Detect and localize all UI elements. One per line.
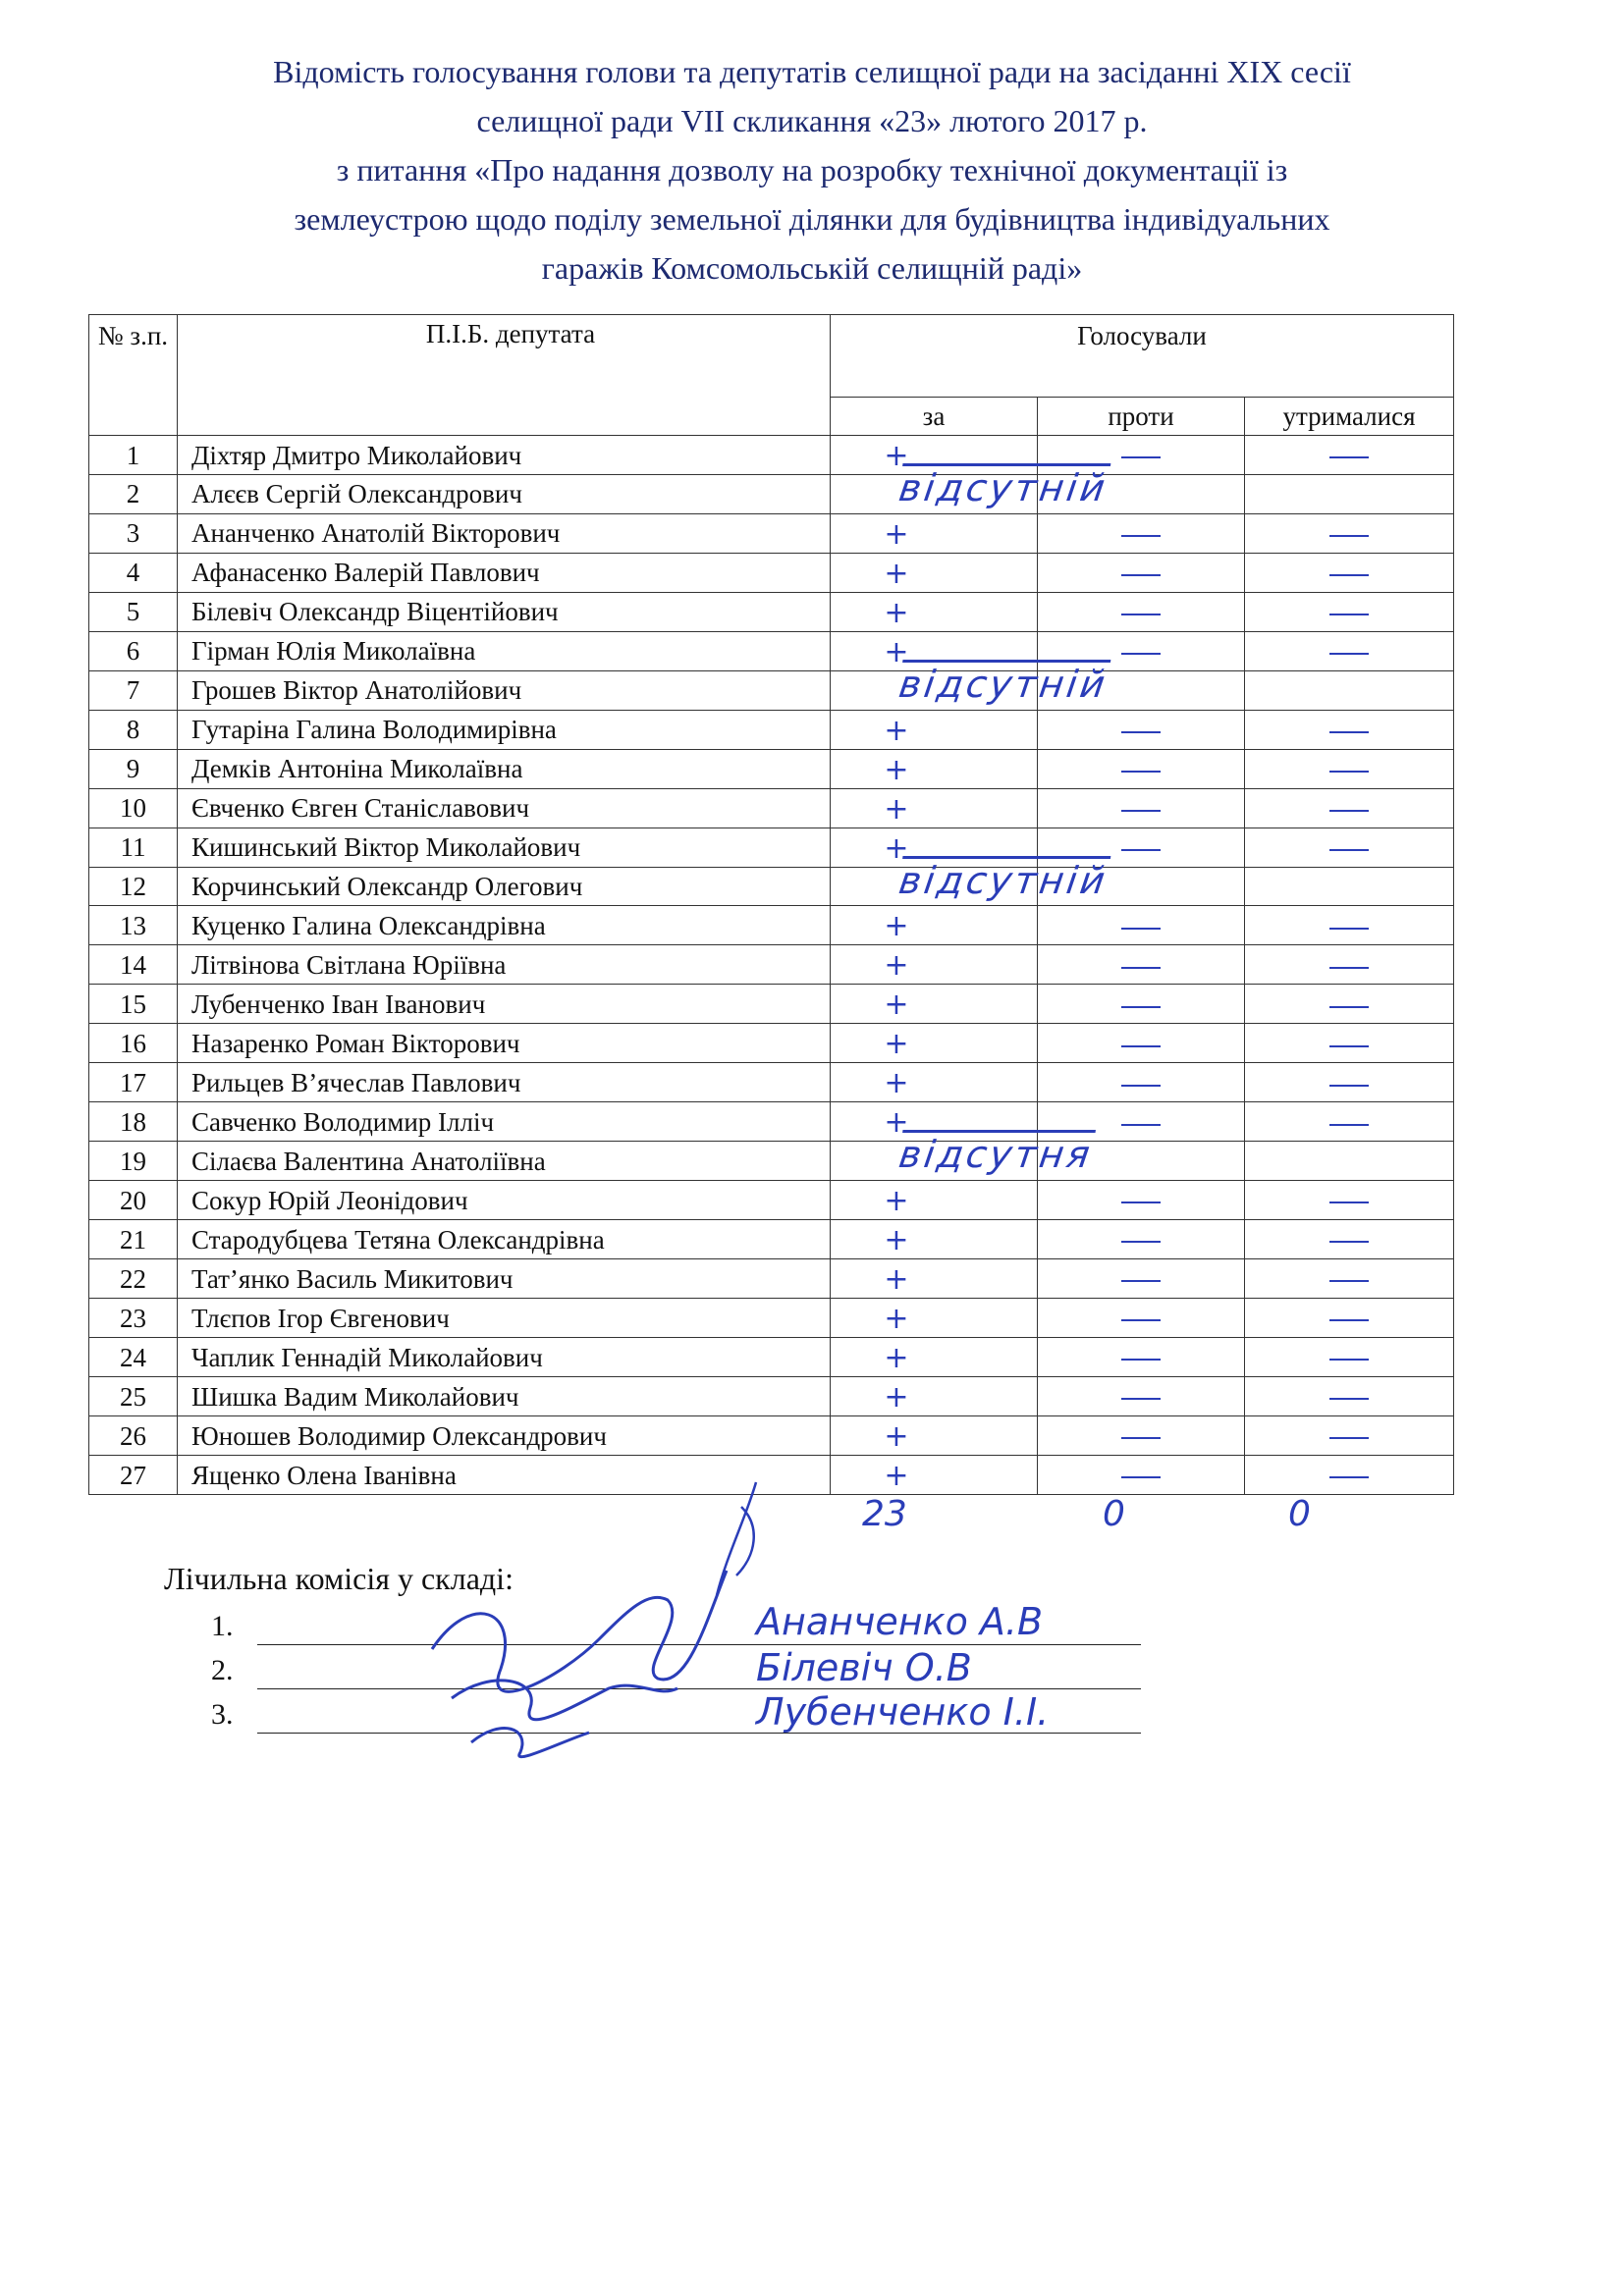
vote-against-cell bbox=[1038, 749, 1245, 788]
vote-abstained-cell bbox=[1245, 592, 1454, 631]
plus-mark: + bbox=[884, 634, 909, 669]
table-row bbox=[89, 1181, 1454, 1220]
vote-against-cell bbox=[1038, 1377, 1245, 1416]
plus-mark: + bbox=[884, 909, 909, 944]
table-row bbox=[89, 1063, 1454, 1102]
deputy-name: Шишка Вадим Миколайович bbox=[178, 1377, 831, 1416]
row-number: 27 bbox=[89, 1456, 178, 1495]
dash-mark bbox=[1329, 1201, 1369, 1203]
vote-abstained-cell bbox=[1245, 631, 1454, 670]
vote-abstained-cell bbox=[1245, 1416, 1454, 1456]
row-number: 2 bbox=[89, 475, 178, 514]
title-line-3: з питання «Про надання дозволу на розробку технічної документації із bbox=[336, 152, 1288, 187]
deputy-name: Назаренко Роман Вікторович bbox=[178, 1024, 831, 1063]
vote-for-cell bbox=[831, 1416, 1038, 1456]
document-title bbox=[118, 47, 1506, 293]
vote-for-cell bbox=[831, 945, 1038, 985]
vote-for-cell bbox=[831, 788, 1038, 828]
table-row bbox=[89, 1299, 1454, 1338]
vote-against-cell bbox=[1038, 1063, 1245, 1102]
deputy-name: Демків Антоніна Миколаївна bbox=[178, 749, 831, 788]
table-row bbox=[89, 985, 1454, 1024]
table-row bbox=[89, 1142, 1454, 1181]
vote-against-cell bbox=[1038, 1142, 1245, 1181]
vote-against-cell bbox=[1038, 788, 1245, 828]
vote-abstained-cell bbox=[1245, 945, 1454, 985]
plus-mark: + bbox=[884, 1105, 909, 1141]
table-row bbox=[89, 867, 1454, 906]
dash-mark bbox=[1329, 1280, 1369, 1282]
dash-mark bbox=[1329, 1045, 1369, 1047]
table-row bbox=[89, 788, 1454, 828]
vote-for-cell bbox=[831, 513, 1038, 553]
vote-against-cell bbox=[1038, 553, 1245, 592]
row-number: 24 bbox=[89, 1338, 178, 1377]
table-row bbox=[89, 1102, 1454, 1142]
vote-for-cell bbox=[831, 985, 1038, 1024]
vote-abstained-cell bbox=[1245, 710, 1454, 749]
plus-mark: + bbox=[884, 791, 909, 827]
deputy-name: Кишинський Віктор Миколайович bbox=[178, 828, 831, 867]
row-number: 22 bbox=[89, 1259, 178, 1299]
commission-index-2: 2. bbox=[211, 1654, 234, 1686]
dash-mark bbox=[1329, 1085, 1369, 1087]
row-number: 19 bbox=[89, 1142, 178, 1181]
vote-against-cell bbox=[1038, 1024, 1245, 1063]
dash-mark bbox=[1121, 1201, 1161, 1203]
vote-for-cell bbox=[831, 1259, 1038, 1299]
vote-against-cell bbox=[1038, 670, 1245, 710]
row-number: 6 bbox=[89, 631, 178, 670]
vote-for-cell bbox=[831, 553, 1038, 592]
deputy-name: Діхтяр Дмитро Миколайович bbox=[178, 436, 831, 475]
dash-mark bbox=[1121, 1280, 1161, 1282]
vote-against-cell bbox=[1038, 1220, 1245, 1259]
table-row bbox=[89, 1259, 1454, 1299]
dash-mark bbox=[1329, 1437, 1369, 1439]
table-row bbox=[89, 436, 1454, 475]
row-number: 10 bbox=[89, 788, 178, 828]
vote-against-cell bbox=[1038, 945, 1245, 985]
vote-against-cell bbox=[1038, 1416, 1245, 1456]
table-row bbox=[89, 1377, 1454, 1416]
vote-abstained-cell bbox=[1245, 1456, 1454, 1495]
row-number: 20 bbox=[89, 1181, 178, 1220]
dash-mark bbox=[1121, 1124, 1161, 1126]
commission-member-1: Ананченко А.В bbox=[756, 1600, 1044, 1643]
dash-mark bbox=[1329, 849, 1369, 851]
vote-abstained-cell bbox=[1245, 553, 1454, 592]
vote-abstained-cell bbox=[1245, 1181, 1454, 1220]
table-row bbox=[89, 513, 1454, 553]
plus-mark: + bbox=[884, 1459, 909, 1494]
vote-against-cell bbox=[1038, 1456, 1245, 1495]
dash-mark bbox=[1329, 1398, 1369, 1400]
row-number: 3 bbox=[89, 513, 178, 553]
vote-for-cell bbox=[831, 1456, 1038, 1495]
table-row bbox=[89, 906, 1454, 945]
vote-abstained-cell bbox=[1245, 1259, 1454, 1299]
dash-mark bbox=[1121, 535, 1161, 537]
header-voted: Голосували bbox=[831, 315, 1454, 398]
title-line-4: землеустрою щодо поділу земельної ділянки для будівництва індивідуальних bbox=[294, 201, 1330, 237]
vote-abstained-cell bbox=[1245, 475, 1454, 514]
vote-for-cell bbox=[831, 1181, 1038, 1220]
plus-mark: + bbox=[884, 1027, 909, 1062]
row-number: 15 bbox=[89, 985, 178, 1024]
dash-mark bbox=[1329, 928, 1369, 930]
plus-mark: + bbox=[884, 595, 909, 630]
header-for: за bbox=[831, 398, 1038, 436]
plus-mark: + bbox=[884, 1302, 909, 1337]
vote-for-cell bbox=[831, 1377, 1038, 1416]
dash-mark bbox=[1329, 1319, 1369, 1321]
vote-abstained-cell bbox=[1245, 1024, 1454, 1063]
dash-mark bbox=[1121, 1006, 1161, 1008]
vote-against-cell bbox=[1038, 513, 1245, 553]
table-row bbox=[89, 1220, 1454, 1259]
deputy-name: Тлєпов Ігор Євгенович bbox=[178, 1299, 831, 1338]
total-against: 0 bbox=[1103, 1494, 1125, 1534]
dash-mark bbox=[1121, 1398, 1161, 1400]
vote-for-cell bbox=[831, 592, 1038, 631]
deputy-name: Афанасенко Валерій Павлович bbox=[178, 553, 831, 592]
absent-cell bbox=[831, 858, 1110, 906]
plus-mark: + bbox=[884, 1380, 909, 1415]
dash-mark bbox=[1121, 771, 1161, 773]
vote-abstained-cell bbox=[1245, 1063, 1454, 1102]
deputy-name: Лубенченко Іван Іванович bbox=[178, 985, 831, 1024]
dash-mark bbox=[1329, 574, 1369, 576]
handwritten-signatures bbox=[412, 1531, 766, 1777]
vote-abstained-cell bbox=[1245, 749, 1454, 788]
row-number: 17 bbox=[89, 1063, 178, 1102]
vote-abstained-cell bbox=[1245, 513, 1454, 553]
dash-mark bbox=[1121, 1085, 1161, 1087]
dash-mark bbox=[1121, 1359, 1161, 1361]
deputy-name: Рильцев В’ячеслав Павлович bbox=[178, 1063, 831, 1102]
vote-abstained-cell bbox=[1245, 906, 1454, 945]
plus-mark: + bbox=[884, 1419, 909, 1455]
dash-mark bbox=[1121, 967, 1161, 969]
row-number: 21 bbox=[89, 1220, 178, 1259]
vote-for-cell bbox=[831, 1063, 1038, 1102]
table-row bbox=[89, 749, 1454, 788]
row-number: 1 bbox=[89, 436, 178, 475]
total-for: 23 bbox=[862, 1494, 907, 1534]
deputy-name: Сокур Юрій Леонідович bbox=[178, 1181, 831, 1220]
dash-mark bbox=[1329, 614, 1369, 615]
plus-mark: + bbox=[884, 1341, 909, 1376]
vote-for-cell bbox=[831, 1299, 1038, 1338]
deputy-name: Грошев Віктор Анатолійович bbox=[178, 670, 831, 710]
deputy-name: Савченко Володимир Ілліч bbox=[178, 1102, 831, 1142]
row-number: 11 bbox=[89, 828, 178, 867]
header-abstained: утрималися bbox=[1245, 398, 1454, 436]
dash-mark bbox=[1329, 1241, 1369, 1243]
dash-mark bbox=[1121, 1241, 1161, 1243]
row-number: 7 bbox=[89, 670, 178, 710]
row-number: 5 bbox=[89, 592, 178, 631]
dash-mark bbox=[1121, 928, 1161, 930]
dash-mark bbox=[1329, 1006, 1369, 1008]
plus-mark: + bbox=[884, 988, 909, 1023]
dash-mark bbox=[1329, 535, 1369, 537]
deputy-name: Тат’янко Василь Микитович bbox=[178, 1259, 831, 1299]
dash-mark bbox=[1121, 614, 1161, 615]
voting-table bbox=[88, 314, 1454, 1495]
dash-mark bbox=[1121, 810, 1161, 812]
absent-mark: відсутній bbox=[895, 858, 1110, 902]
vote-for-cell bbox=[831, 1024, 1038, 1063]
dash-mark bbox=[1121, 1319, 1161, 1321]
dash-mark bbox=[1329, 456, 1369, 458]
row-number: 13 bbox=[89, 906, 178, 945]
vote-for-cell bbox=[831, 749, 1038, 788]
deputy-name: Юношев Володимир Олександрович bbox=[178, 1416, 831, 1456]
vote-against-cell bbox=[1038, 592, 1245, 631]
vote-abstained-cell bbox=[1245, 1338, 1454, 1377]
absent-cell bbox=[831, 1133, 1096, 1181]
vote-against-cell bbox=[1038, 1338, 1245, 1377]
deputy-name: Ященко Олена Іванівна bbox=[178, 1456, 831, 1495]
absent-mark: відсутній bbox=[895, 662, 1110, 706]
vote-abstained-cell bbox=[1245, 1377, 1454, 1416]
vote-abstained-cell bbox=[1245, 1220, 1454, 1259]
vote-abstained-cell bbox=[1245, 1102, 1454, 1142]
row-number: 26 bbox=[89, 1416, 178, 1456]
dash-mark bbox=[1329, 653, 1369, 655]
row-number: 12 bbox=[89, 867, 178, 906]
vote-abstained-cell bbox=[1245, 436, 1454, 475]
vote-against-cell bbox=[1038, 867, 1245, 906]
deputy-name: Білевіч Олександр Віцентійович bbox=[178, 592, 831, 631]
vote-abstained-cell bbox=[1245, 1142, 1454, 1181]
dash-mark bbox=[1121, 1476, 1161, 1478]
vote-for-cell bbox=[831, 710, 1038, 749]
dash-mark bbox=[1121, 574, 1161, 576]
title-line-1: Відомість голосування голови та депутатів селищної ради на засіданні XIX сесії bbox=[273, 54, 1351, 89]
title-line-5: гаражів Комсомольській селищній раді» bbox=[541, 250, 1083, 286]
vote-against-cell bbox=[1038, 1299, 1245, 1338]
dash-mark bbox=[1329, 1476, 1369, 1478]
vote-for-cell bbox=[831, 1338, 1038, 1377]
vote-against-cell bbox=[1038, 906, 1245, 945]
vote-abstained-cell bbox=[1245, 1299, 1454, 1338]
plus-mark: + bbox=[884, 752, 909, 787]
vote-for-cell bbox=[831, 1220, 1038, 1259]
dash-mark bbox=[1329, 1359, 1369, 1361]
commission-label: Лічильна комісія у складі: bbox=[164, 1561, 514, 1596]
row-number: 14 bbox=[89, 945, 178, 985]
dash-mark bbox=[1121, 456, 1161, 458]
row-number: 18 bbox=[89, 1102, 178, 1142]
row-number: 16 bbox=[89, 1024, 178, 1063]
vote-against-cell bbox=[1038, 1181, 1245, 1220]
absent-cell bbox=[831, 466, 1110, 514]
vote-abstained-cell bbox=[1245, 788, 1454, 828]
deputy-name: Гутаріна Галина Володимирівна bbox=[178, 710, 831, 749]
deputy-name: Алєєв Сергій Олександрович bbox=[178, 475, 831, 514]
vote-against-cell bbox=[1038, 1259, 1245, 1299]
total-abstained: 0 bbox=[1288, 1494, 1311, 1534]
table-row bbox=[89, 670, 1454, 710]
table-row bbox=[89, 553, 1454, 592]
vote-against-cell bbox=[1038, 985, 1245, 1024]
plus-mark: + bbox=[884, 830, 909, 866]
plus-mark: + bbox=[884, 713, 909, 748]
vote-abstained-cell bbox=[1245, 670, 1454, 710]
deputy-name: Гірман Юлія Миколаївна bbox=[178, 631, 831, 670]
deputy-name: Стародубцева Тетяна Олександрівна bbox=[178, 1220, 831, 1259]
vote-against-cell bbox=[1038, 475, 1245, 514]
table-row bbox=[89, 945, 1454, 985]
title-line-2: селищної ради VII скликання «23» лютого 2017 р. bbox=[476, 103, 1148, 138]
deputy-name: Літвінова Світлана Юріївна bbox=[178, 945, 831, 985]
dash-mark bbox=[1329, 771, 1369, 773]
commission-member-2: Білевіч О.В bbox=[756, 1646, 972, 1689]
dash-mark bbox=[1121, 731, 1161, 733]
dash-mark bbox=[1329, 810, 1369, 812]
absent-mark: відсутня bbox=[895, 1133, 1096, 1177]
vote-abstained-cell bbox=[1245, 828, 1454, 867]
row-number: 25 bbox=[89, 1377, 178, 1416]
header-num: № з.п. bbox=[89, 315, 178, 436]
deputy-name: Чаплик Геннадій Миколайович bbox=[178, 1338, 831, 1377]
table-row bbox=[89, 475, 1454, 514]
plus-mark: + bbox=[884, 1184, 909, 1219]
deputy-name: Євченко Євген Станіславович bbox=[178, 788, 831, 828]
plus-mark: + bbox=[884, 1066, 909, 1101]
deputy-name: Сілаєва Валентина Анатоліївна bbox=[178, 1142, 831, 1181]
dash-mark bbox=[1121, 1045, 1161, 1047]
commission-member-3: Лубенченко І.І. bbox=[756, 1690, 1050, 1734]
deputy-name: Куценко Галина Олександрівна bbox=[178, 906, 831, 945]
row-number: 8 bbox=[89, 710, 178, 749]
dash-mark bbox=[1329, 731, 1369, 733]
commission-index-3: 3. bbox=[211, 1698, 234, 1731]
plus-mark: + bbox=[884, 556, 909, 591]
vote-against-cell bbox=[1038, 710, 1245, 749]
header-against: проти bbox=[1038, 398, 1245, 436]
table-body bbox=[89, 436, 1454, 1495]
vote-for-cell bbox=[831, 906, 1038, 945]
table-row bbox=[89, 631, 1454, 670]
vote-abstained-cell bbox=[1245, 985, 1454, 1024]
plus-mark: + bbox=[884, 1262, 909, 1298]
header-name: П.І.Б. депутата bbox=[178, 315, 831, 436]
deputy-name: Корчинський Олександр Олегович bbox=[178, 867, 831, 906]
dash-mark bbox=[1121, 1437, 1161, 1439]
dash-mark bbox=[1121, 653, 1161, 655]
absent-mark: відсутній bbox=[895, 466, 1110, 509]
deputy-name: Ананченко Анатолій Вікторович bbox=[178, 513, 831, 553]
absent-cell bbox=[831, 662, 1110, 710]
row-number: 23 bbox=[89, 1299, 178, 1338]
plus-mark: + bbox=[884, 1223, 909, 1258]
plus-mark: + bbox=[884, 516, 909, 552]
table-row bbox=[89, 710, 1454, 749]
table-row bbox=[89, 592, 1454, 631]
dash-mark bbox=[1329, 1124, 1369, 1126]
table-row bbox=[89, 1416, 1454, 1456]
plus-mark: + bbox=[884, 439, 909, 473]
row-number: 4 bbox=[89, 553, 178, 592]
table-row bbox=[89, 1338, 1454, 1377]
row-number: 9 bbox=[89, 749, 178, 788]
dash-mark bbox=[1121, 849, 1161, 851]
table-row bbox=[89, 1024, 1454, 1063]
vote-abstained-cell bbox=[1245, 867, 1454, 906]
plus-mark: + bbox=[884, 948, 909, 984]
commission-index-1: 1. bbox=[211, 1610, 234, 1642]
table-row bbox=[89, 828, 1454, 867]
dash-mark bbox=[1329, 967, 1369, 969]
